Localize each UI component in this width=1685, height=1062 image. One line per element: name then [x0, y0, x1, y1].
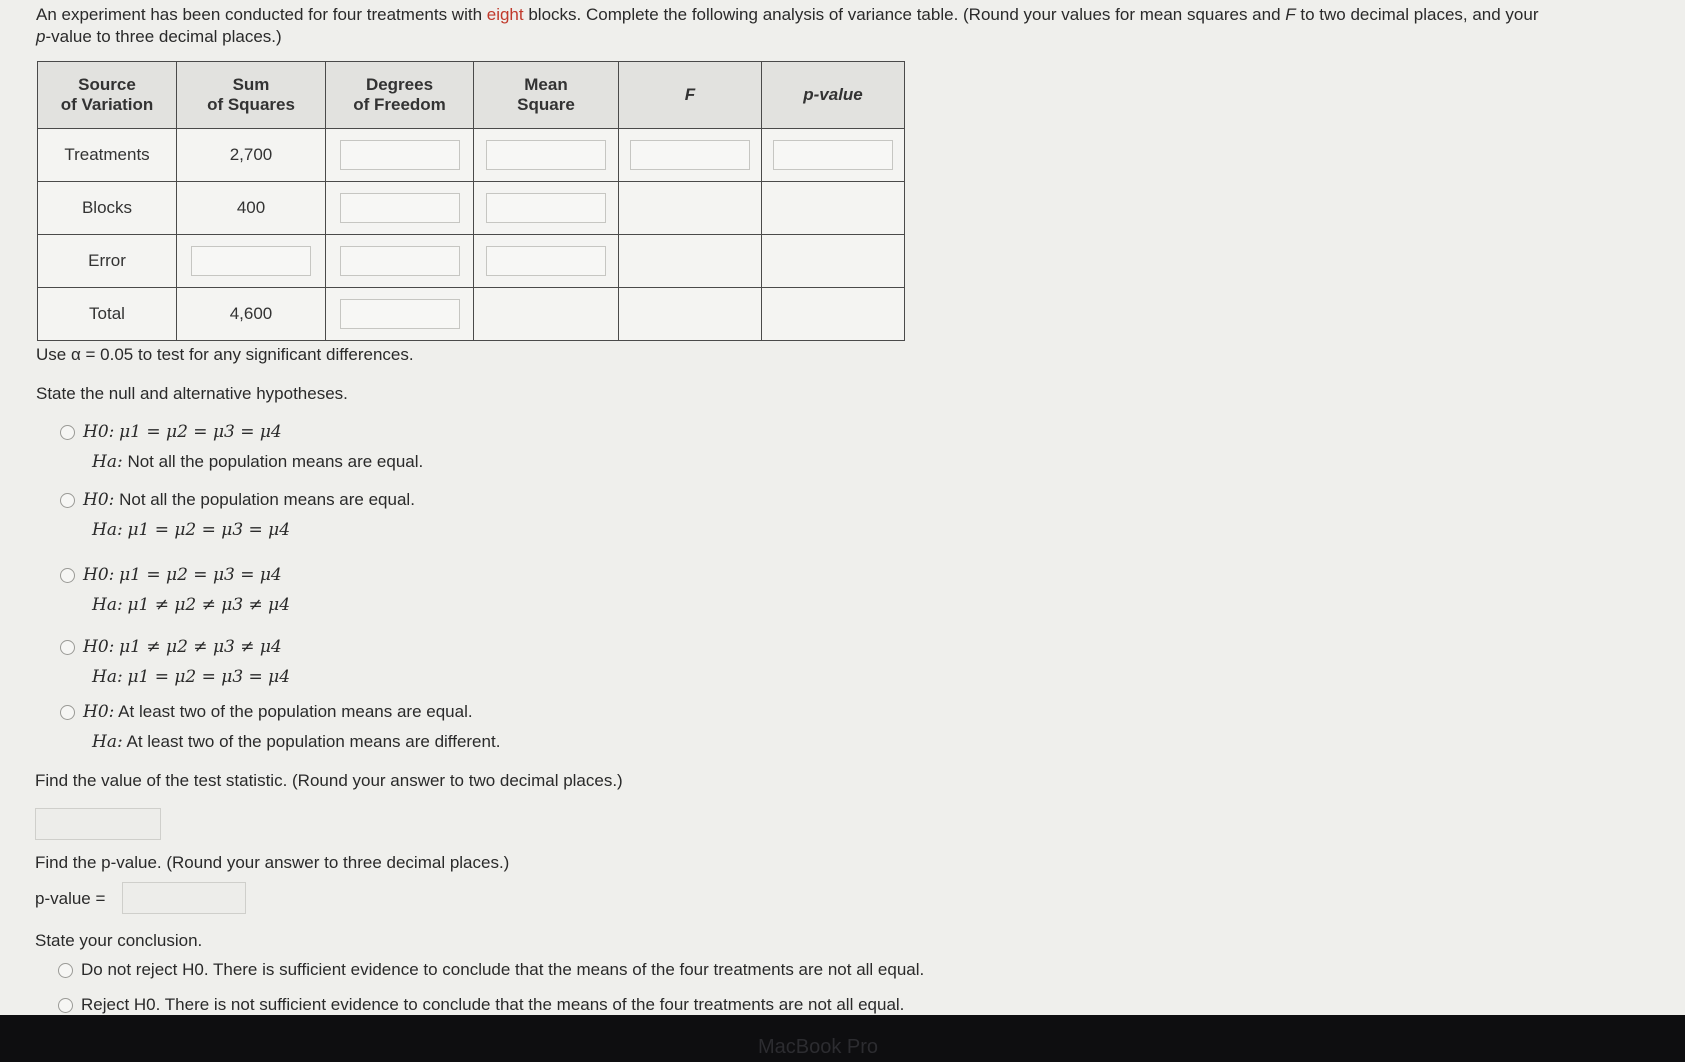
radio-button[interactable]: [60, 493, 75, 508]
empty-cell: [619, 288, 762, 341]
df-error-input[interactable]: [340, 246, 460, 276]
hypothesis-option-1[interactable]: H0: μ1 = μ2 = μ3 = μ4 Ha: Not all the population means are equal.: [60, 417, 423, 477]
intro-part4: -value to three decimal places.): [45, 27, 282, 46]
row-label: Treatments: [38, 129, 177, 182]
intro-highlight: eight: [486, 5, 524, 24]
row-label: Error: [38, 235, 177, 288]
intro-f: F: [1285, 5, 1296, 24]
intro-part1: An experiment has been conducted for four treatments with: [36, 5, 487, 24]
p-value-input[interactable]: [773, 140, 893, 170]
header-degrees-of-freedom: Degrees of Freedom: [326, 62, 474, 129]
df-total-input[interactable]: [340, 299, 460, 329]
f-input[interactable]: [630, 140, 750, 170]
h0-text: μ1 = μ2 = μ3 = μ4: [119, 422, 282, 442]
df-blocks-input[interactable]: [340, 193, 460, 223]
h0-text: At least two of the population means are equal.: [118, 702, 473, 721]
h0-text: μ1 = μ2 = μ3 = μ4: [119, 565, 282, 585]
intro-part3: to two decimal places, and your: [1295, 5, 1539, 24]
radio-button[interactable]: [58, 998, 73, 1013]
row-label: Blocks: [38, 182, 177, 235]
h0-text: μ1 ≠ μ2 ≠ μ3 ≠ μ4: [119, 637, 282, 657]
conclusion-text: Reject H0. There is not sufficient evidence to conclude that the means of the four treatments are not all equal.: [81, 995, 905, 1014]
table-row-treatments: [38, 129, 905, 182]
intro-part2: blocks. Complete the following analysis of variance table. (Round your values for mean squares and: [523, 5, 1286, 24]
row-label: Total: [38, 288, 177, 341]
table-header-row: [38, 62, 905, 129]
ss-error-input[interactable]: [191, 246, 311, 276]
ss-value: 400: [177, 182, 326, 235]
ha-text: μ1 = μ2 = μ3 = μ4: [127, 520, 291, 540]
h0-text: Not all the population means are equal.: [119, 490, 415, 509]
ha-text: Not all the population means are equal.: [127, 452, 424, 471]
alpha-instruction: Use α = 0.05 to test for any significant differences.: [36, 345, 414, 364]
ss-value: 4,600: [177, 288, 326, 341]
intro-p: p: [36, 27, 46, 46]
ha-text: μ1 ≠ μ2 ≠ μ3 ≠ μ4: [127, 595, 291, 615]
radio-button[interactable]: [58, 963, 73, 978]
radio-button[interactable]: [60, 425, 75, 440]
table-row-total: [38, 288, 905, 341]
hypothesis-option-2[interactable]: H0: Not all the population means are equal. Ha: μ1 = μ2 = μ3 = μ4: [60, 485, 415, 545]
radio-button[interactable]: [60, 705, 75, 720]
radio-button[interactable]: [60, 568, 75, 583]
radio-button[interactable]: [60, 640, 75, 655]
device-label: MacBook Pro: [758, 1036, 879, 1058]
hypothesis-option-4[interactable]: H0: μ1 ≠ μ2 ≠ μ3 ≠ μ4 Ha: μ1 = μ2 = μ3 = μ4: [60, 632, 290, 692]
ms-treatments-input[interactable]: [486, 140, 606, 170]
empty-cell: [474, 288, 619, 341]
header-source: Source of Variation: [38, 62, 177, 129]
empty-cell: [762, 182, 905, 235]
test-statistic-input[interactable]: [35, 808, 161, 840]
conclusion-text: Do not reject H0. There is sufficient evidence to conclude that the means of the four treatments are not all equal.: [81, 960, 925, 979]
table-row-error: [38, 235, 905, 288]
header-f: F: [619, 62, 762, 129]
header-mean-square: Mean Square: [474, 62, 619, 129]
hypothesis-option-3[interactable]: H0: μ1 = μ2 = μ3 = μ4 Ha: μ1 ≠ μ2 ≠ μ3 ≠ μ4: [60, 560, 290, 620]
df-treatments-input[interactable]: [340, 140, 460, 170]
test-statistic-prompt: Find the value of the test statistic. (Round your answer to two decimal places.): [35, 771, 623, 790]
ss-value: 2,700: [177, 129, 326, 182]
table-row-blocks: [38, 182, 905, 235]
p-value-answer-input[interactable]: [122, 882, 246, 914]
ms-blocks-input[interactable]: [486, 193, 606, 223]
hypotheses-prompt: State the null and alternative hypotheses.: [36, 384, 348, 403]
p-value-prompt: Find the p-value. (Round your answer to three decimal places.): [35, 853, 510, 872]
p-value-label: p-value =: [35, 889, 106, 908]
ms-error-input[interactable]: [486, 246, 606, 276]
empty-cell: [619, 182, 762, 235]
ha-text: μ1 = μ2 = μ3 = μ4: [127, 667, 291, 687]
empty-cell: [619, 235, 762, 288]
problem-statement: [36, 4, 1636, 48]
anova-table: [37, 61, 905, 341]
conclusion-option-1[interactable]: [58, 955, 924, 985]
empty-cell: [762, 288, 905, 341]
empty-cell: [762, 235, 905, 288]
header-p-value: p-value: [762, 62, 905, 129]
ha-text: At least two of the population means are different.: [126, 732, 501, 751]
hypothesis-option-5[interactable]: H0: At least two of the population means are equal. Ha: At least two of the population means are different.: [60, 697, 500, 757]
header-sum-of-squares: Sum of Squares: [177, 62, 326, 129]
conclusion-prompt: State your conclusion.: [35, 931, 203, 950]
